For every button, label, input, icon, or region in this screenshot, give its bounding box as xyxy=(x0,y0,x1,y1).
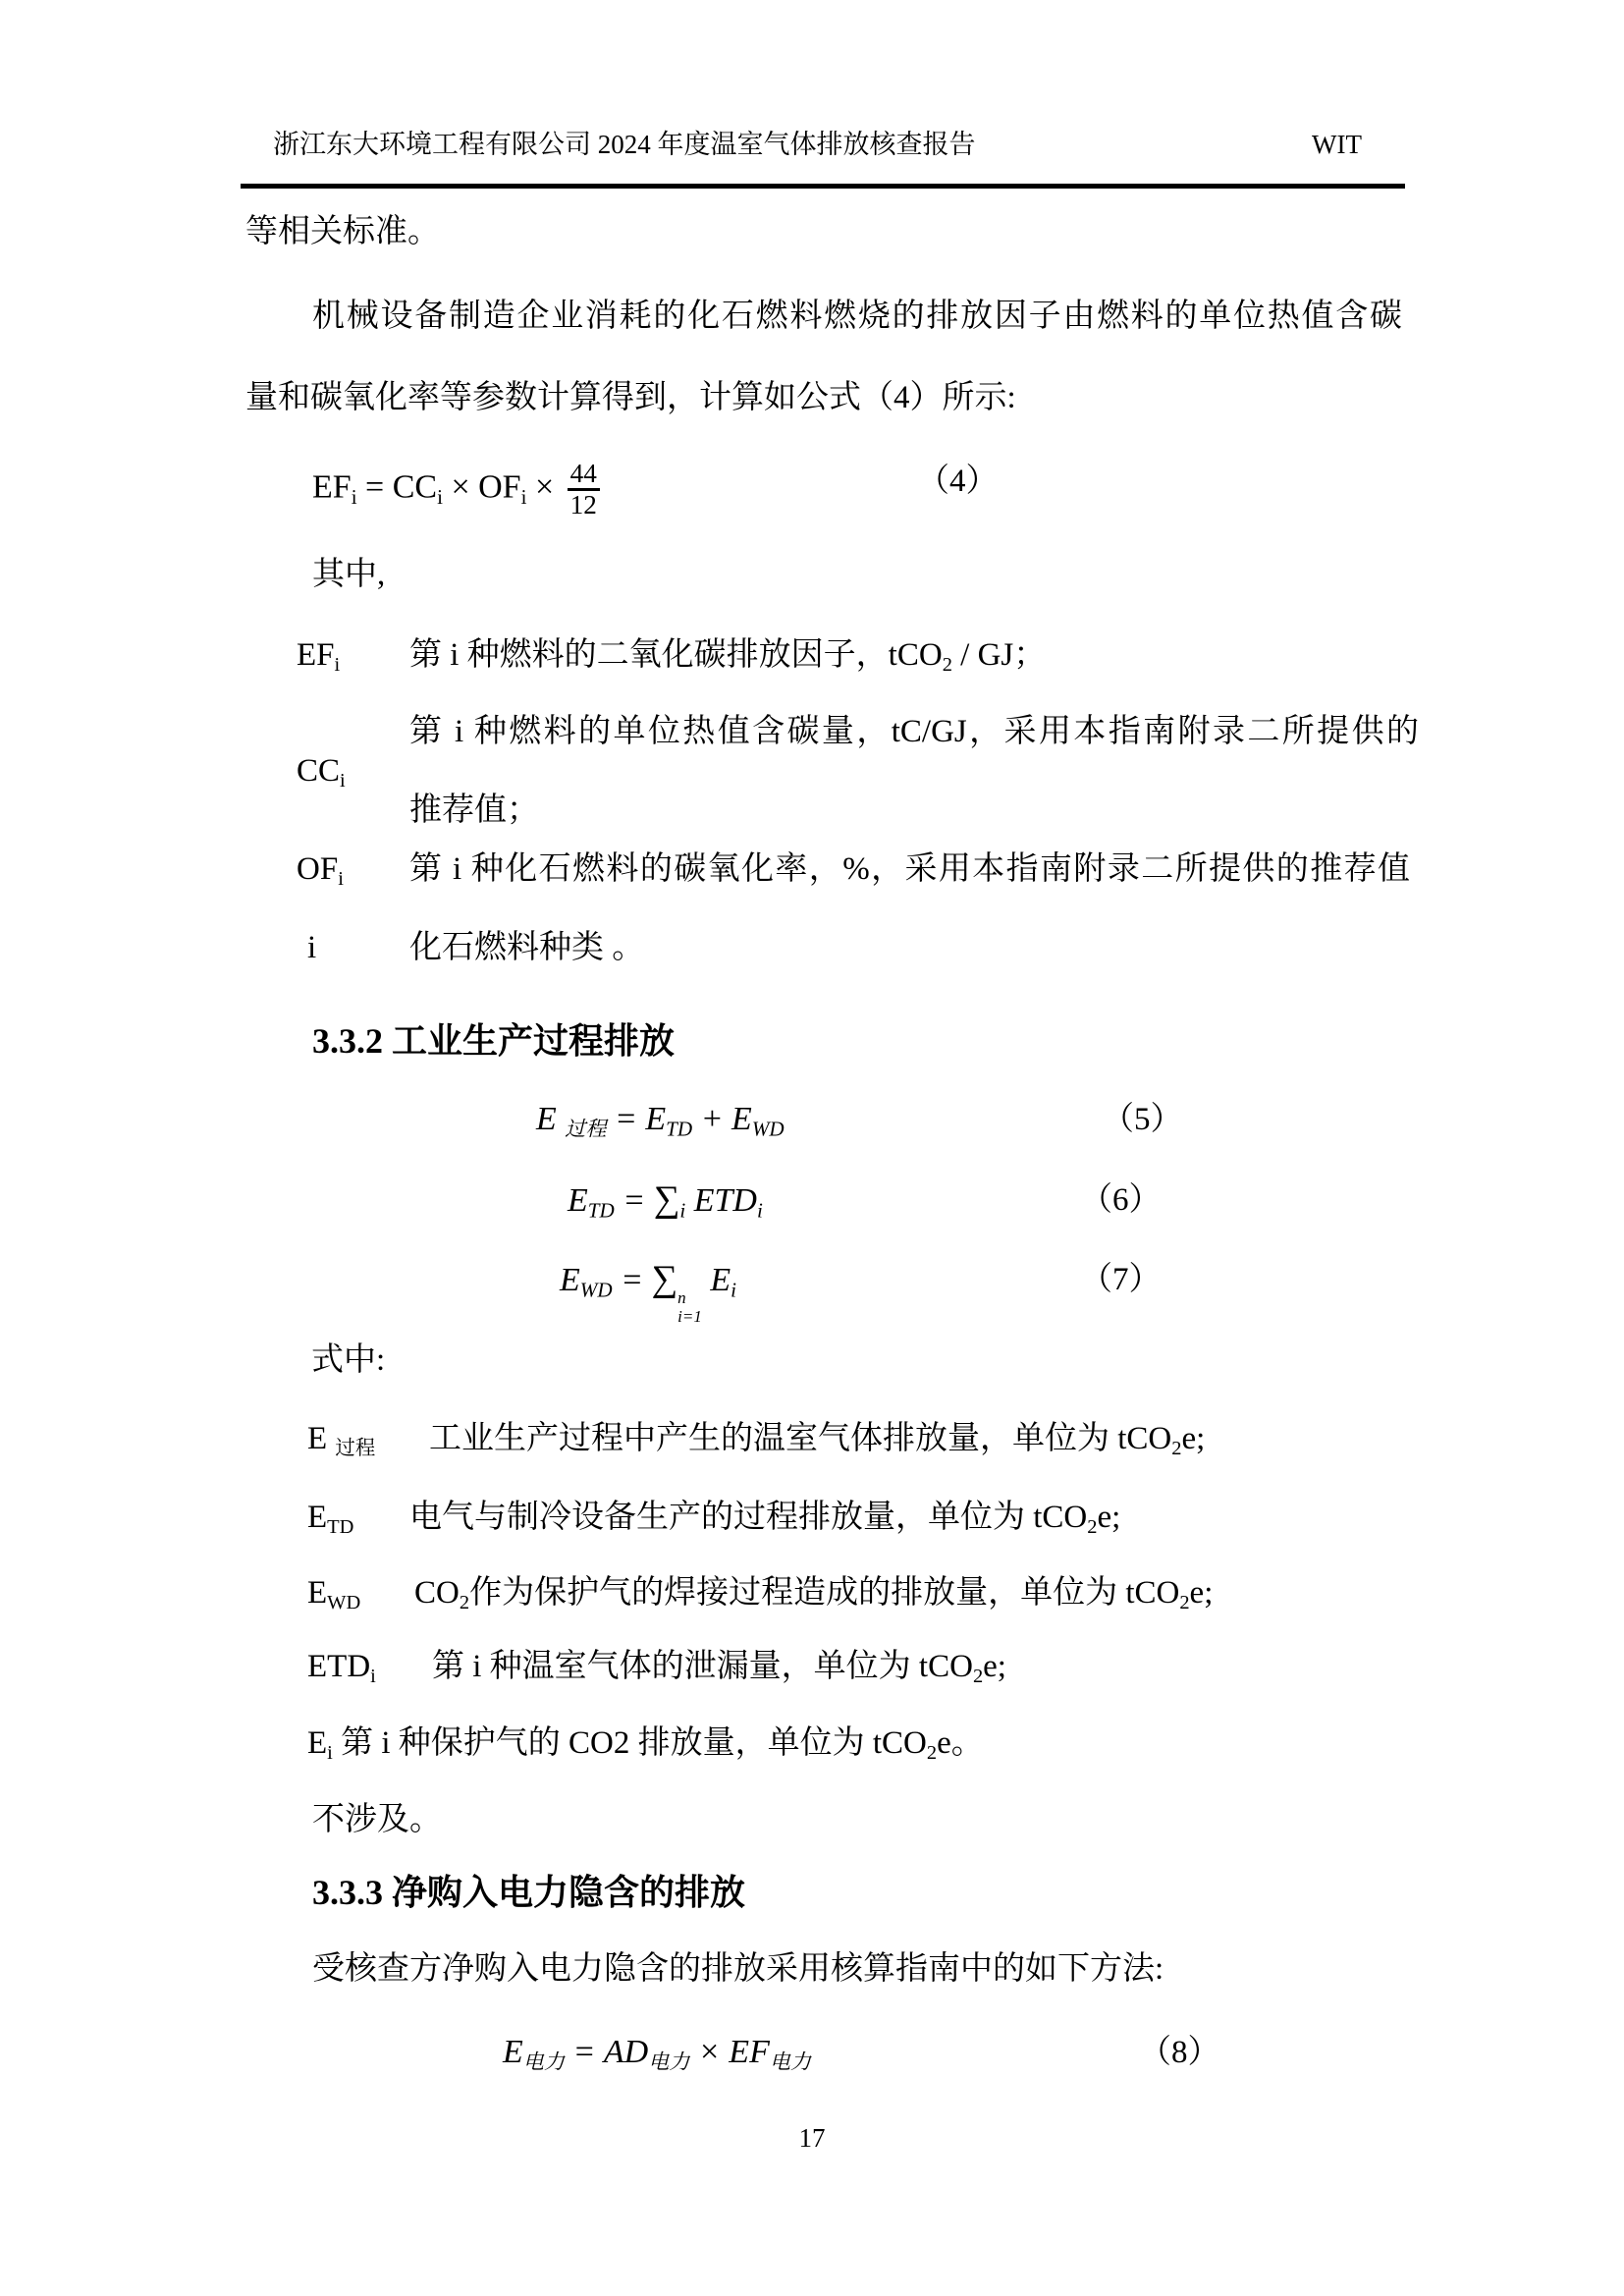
formula-4: $EF_i = CC_i \times OF_i$ × $\frac{44}{12}$ xyxy=(312,460,600,520)
formula-8-tag: （8） xyxy=(1139,2035,1220,2070)
definition-term-ewd: $E_{WD}$ xyxy=(307,1575,361,1614)
paragraph-333: 受核查方净购入电力隐含的排放采用核算指南中的如下方法: xyxy=(312,1951,1164,1987)
formula-8: $E_{电力} = AD_{电力} \times EF_{电力}$ xyxy=(503,2034,811,2074)
definition-term-ofi: $OF_i$ xyxy=(297,851,344,891)
paragraph-continuation: 等相关标准。 xyxy=(245,214,440,249)
definition-efi: 第 i 种燃料的二氧化碳排放因子，tCO$_2$ / GJ； xyxy=(409,637,1047,677)
definition-eprocess: 工业生产过程中产生的温室气体排放量，单位为 tCO$_2$e; xyxy=(429,1421,1206,1460)
definition-ofi: 第 i 种化石燃料的碳氧化率，%，采用本指南附录二所提供的推荐值 xyxy=(409,851,1410,887)
definition-term-cci: $CC_i$ xyxy=(297,753,346,793)
definition-term-etd: $E_{TD}$ xyxy=(307,1500,354,1539)
formula-7: $E_{WD}$ = ∑ n i=1 $E_i$ xyxy=(560,1259,737,1327)
paragraph-shizhong: 式中: xyxy=(311,1342,386,1378)
definition-term-i: i xyxy=(307,930,317,965)
definition-ewd: $CO_2$作为保护气的焊接过程造成的排放量，单位为 tCO$_2$e; xyxy=(414,1575,1214,1614)
formula-5-tag: （5） xyxy=(1102,1102,1183,1137)
header-rule xyxy=(241,184,1405,189)
page-number: 17 xyxy=(798,2123,826,2153)
paragraph-bushiji: 不涉及。 xyxy=(312,1802,442,1837)
formula-4-tag: （4） xyxy=(917,464,999,499)
definition-i: 化石燃料种类 。 xyxy=(409,930,645,965)
formula-6: $E_{TD} = \sum_i$ $ETD_i$ xyxy=(568,1179,763,1223)
formula-6-tag: （6） xyxy=(1080,1182,1162,1218)
definition-ei: $E_i$ 第 i 种保护气的 CO2 排放量，单位为 tCO$_2$e。 xyxy=(307,1725,984,1765)
definition-term-efi: $EF_i$ xyxy=(297,637,341,677)
definition-cci-line2: 推荐值； xyxy=(409,793,539,828)
header-title: 浙江东大环境工程有限公司 2024 年度温室气体排放核查报告 xyxy=(273,130,976,159)
definition-cci-line1: 第 i 种燃料的单位热值含碳量，tC/GJ，采用本指南附录二所提供的 xyxy=(409,714,1419,749)
header-mark: WIT xyxy=(1312,130,1362,159)
paragraph-fossil-line2: 量和碳氧化率等参数计算得到，计算如公式（4）所示: xyxy=(245,380,1016,415)
paragraph-fossil-line1: 机械设备制造企业消耗的化石燃料燃烧的排放因子由燃料的单位热值含碳 xyxy=(312,299,1402,334)
definition-term-eprocess: E $_{过程}$ xyxy=(307,1421,376,1460)
section-heading-332: 3.3.2 工业生产过程排放 xyxy=(312,1021,676,1061)
formula-5: E $_{过程} = E_{TD} + E_{WD}$ xyxy=(536,1101,785,1141)
formula-7-tag: （7） xyxy=(1080,1262,1162,1297)
definition-etd: 电气与制冷设备生产的过程排放量，单位为 tCO$_2$e; xyxy=(409,1500,1121,1539)
section-heading-333: 3.3.3 净购入电力隐含的排放 xyxy=(312,1873,746,1912)
paragraph-qizhong: 其中, xyxy=(312,557,386,592)
definition-etdi: 第 i 种温室气体的泄漏量，单位为 tCO$_2$e; xyxy=(432,1649,1006,1688)
definition-term-etdi: $ETD_i$ xyxy=(307,1649,376,1688)
